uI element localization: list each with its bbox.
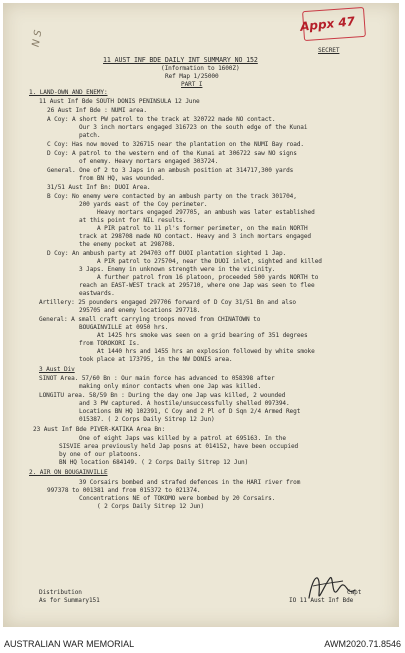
text-line: from TOROKORI Is. (79, 340, 140, 347)
text-line: 200 yards east of the Coy perimeter. (79, 201, 208, 208)
text-line: of enemy. Heavy mortars engaged 303724. (79, 158, 219, 165)
section-heading-land: 1. LAND-OWN AND ENEMY: (29, 89, 108, 96)
text-line: LONGITU area. 58/59 Bn : During the day one Jap was killed, 2 wounded (39, 392, 286, 399)
text-line: 31/51 Aust Inf Bn: DUOI Area. (47, 184, 151, 191)
text-line: A Coy: A short PW patrol to the track at 320722 made NO contact. (47, 116, 276, 123)
text-line: One of eight Japs was killed by a patrol at 695163. In the (79, 435, 286, 442)
classification-secret: SECRET (318, 47, 340, 54)
text-line: 23 Aust Inf Bde PIVER-KATIKA Area Bn: (33, 426, 166, 433)
archive-name: AUSTRALIAN WAR MEMORIAL (4, 639, 135, 649)
part-heading: PART I (181, 81, 203, 88)
text-line: BOUGAINVILLE at 0950 hrs. (79, 324, 169, 331)
text-line: patch. (79, 132, 101, 139)
text-line: 26 Aust Inf Bde : NUMI area. (47, 107, 147, 114)
text-line: eastwards. (79, 290, 115, 297)
distribution-text: As for Summary151 (39, 597, 100, 604)
text-line: General. One of 2 to 3 Japs in an ambush position at 314717,300 yards (47, 167, 294, 174)
signatory-rank: Capt (347, 589, 362, 596)
text-line: and 3 PW captured. A hostile/unsuccessfully shelled 097394. (79, 400, 290, 407)
text-line: 11 Aust Inf Bde SOUTH DONIS PENINSULA 12 June (39, 98, 200, 105)
archive-reference: AWM2020.71.8546 (324, 639, 401, 649)
text-line: by one of our platoons. (59, 451, 142, 458)
text-line: ( 2 Corps Daily Sitrep 12 Jun) (97, 503, 205, 510)
text-line: Concentrations NE of TOKOMO were bombed by 20 Corsairs. (79, 495, 276, 502)
text-line: reach an EAST-WEST track at 295710, where one Jap was seen to flee (79, 282, 315, 289)
text-line: At 1425 hrs smoke was seen on a grid bearing of 351 degrees (97, 332, 308, 339)
margin-annotation: N S (30, 29, 45, 48)
distribution-label: Distribution (39, 589, 82, 596)
text-line: Artillery: 25 pounders engaged 297706 forward of D Coy 31/51 Bn and also (39, 299, 296, 306)
summary-title: 11 AUST INF BDE DAILY INT SUMMARY NO 152 (103, 56, 258, 64)
text-line: 295705 and enemy locations 297718. (79, 307, 201, 314)
text-line: A further patrol from 16 platoon, proceeded 500 yards NORTH to (97, 274, 319, 281)
text-line: 997378 to 001381 and from 015372 to 021374. (47, 487, 201, 494)
text-line: at this point for NIL results. (79, 217, 187, 224)
text-line: C Coy: Has now moved to 326715 near the plantation on the NUMI Bay road. (47, 141, 304, 148)
summary-subtitle: (Information to 1600Z) (161, 65, 240, 72)
text-line: SINOT Area. 57/60 Bn : Our main force has advanced to 058398 after (39, 375, 275, 382)
text-line: 3 Aust Div (39, 366, 75, 373)
map-reference: Ref Map 1/25000 (165, 73, 219, 80)
text-line: General: A small craft carrying troops moved from CHINATOWN to (39, 316, 261, 323)
text-line: Our 3 inch mortars engaged 316723 on the south edge of the Kunai (79, 124, 308, 131)
text-line: D Coy: An ambush party at 294703 off DUOI plantation sighted 1 Jap. (47, 250, 287, 257)
text-line: A PIR patrol to 275704, near the DUOI inlet, sighted and killed (97, 258, 322, 265)
text-line: Heavy mortars engaged 297705, an ambush was later established (97, 209, 315, 216)
text-line: A PIR patrol to 11 pl's former perimeter, on the main NORTH (97, 225, 308, 232)
archive-footer (0, 630, 405, 653)
document-sheet (3, 3, 399, 627)
text-line: Locations BN HQ 102391, C Coy and 2 Pl of D Sqn 2/4 Armed Regt (79, 408, 301, 415)
text-line: making only minor contacts when one Jap was killed. (79, 383, 262, 390)
text-line: 015387. ( 2 Corps Daily Sitrep 12 Jun) (79, 416, 215, 423)
text-line: track at 298708 made NO contact. Heavy and 3 inch mortars engaged (79, 233, 311, 240)
text-line: SISVIE area previously held Jap posns at 014152, have been occupied (59, 443, 299, 450)
section-heading-air: 2. AIR ON BOUGAINVILLE (29, 469, 108, 476)
text-line: 3 Japs. Enemy in unknown strength were in the vicinity. (79, 266, 276, 273)
appendix-stamp: Appx 47 (299, 14, 356, 34)
text-line: took place at 173795, in the NW DONIS area. (79, 356, 233, 363)
text-line: B Coy: No enemy were contacted by an ambush party on the track 301704, (47, 193, 297, 200)
text-line: the enemy pocket at 298708. (79, 241, 176, 248)
text-line: D Coy: A patrol to the western end of the Kunai at 306722 saw NO signs (47, 150, 297, 157)
signatory-unit: IO 11 Aust Inf Bde (289, 597, 354, 604)
text-line: from BN HQ, was wounded. (79, 175, 165, 182)
text-line: At 1440 hrs and 1455 hrs an explosion followed by white smoke (97, 348, 315, 355)
text-line: BN HQ location 684149. ( 2 Corps Daily Sitrep 12 Jun) (59, 459, 249, 466)
text-line: 39 Corsairs bombed and strafed defences in the HARI river from (79, 479, 301, 486)
